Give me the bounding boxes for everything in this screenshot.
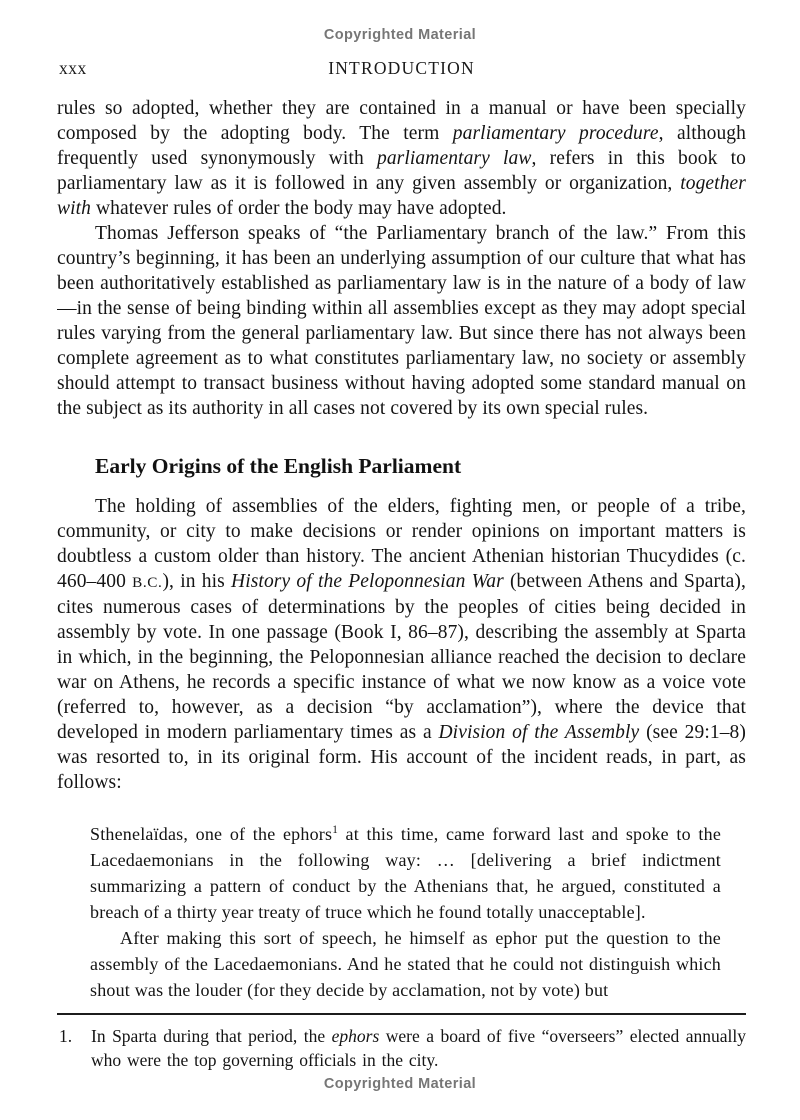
footnote [59,1024,746,1072]
page-number: xxx [59,58,87,78]
footnote-marker: 1. [59,1026,73,1046]
section-heading-early-origins: Early Origins of the English Parliament [95,454,462,478]
text-segment: , refers in this book to parliamentary law as it is followed in any given assembly or organization, [57,148,746,194]
copyright-notice-top: Copyrighted Material [323,27,477,43]
running-head [57,58,746,80]
blockquote-thucydides [90,821,721,1003]
italic-term-parliamentary-law: parliamentary law [376,148,532,169]
italic-title-peloponnesian-war: History of the Peloponnesian War [231,571,504,592]
italic-term-together-with: together with [57,173,746,219]
text-segment: (between Athens and Sparta), cites numerous cases of determinations by the peoples of cities being decided in assembly by vote. In one passage (Book I, 86–87), describing the assembly at Sparta in which, in the beginning, the Peloponnesian alliance reached the decision to declare war on Athens, he records a specific instance of what we now know as a voice vote (referred to, however, as a decision “by acclamation”), where the device that developed in modern parliamentary times as a [57,571,746,743]
main-text-column [57,96,746,1012]
paragraph-early-origins [57,494,746,795]
small-caps-bc: B.C. [132,574,163,591]
text-segment: were a board of five “overseers” elected annually who were the top governing officials in the city. [91,1026,746,1070]
italic-term-parliamentary-procedure: parliamentary procedure [452,123,659,144]
text-segment: at this time, came forward last and spoke to the Lacedaemonians in the following way: … [delivering a brief indictment summarizing a pattern of conduct by the Athenians that, he argued, constituted a breach of a thirty year treaty of truce which he found totally unacceptable]. [90,824,722,922]
footnote-reference-1: 1 [332,824,338,836]
paragraph-rules-adopted [57,96,746,221]
running-head-title: INTRODUCTION [328,58,475,78]
italic-term-division-of-the-assembly: Division of the Assembly [438,722,640,743]
quote-paragraph-1 [90,821,721,925]
copyright-notice-bottom: Copyrighted Material [323,1076,477,1092]
text-segment: Thomas Jefferson speaks of “the Parliamentary branch of the law.” From this country’s beginning, it has been an underlying assumption of our culture that what has been authoritatively established as parliamentary law is in the nature of a body of law—in the sense of being binding within all assemblies except as they may adopt special rules varying from the general parliamentary law. But since there has not always been complete agreement as to what constitutes parliamentary law, no society or assembly should attempt to transact business without having adopted some standard manual on the subject as its authority in all cases not covered by its own special rules. [57,223,746,419]
text-segment: In Sparta during that period, the [91,1026,332,1046]
text-segment: After making this sort of speech, he himself as ephor put the question to the assembly of the Lacedaemonians. And he stated that he could not distinguish which shout was the louder (for they decide by acclamation, not by vote) but [90,928,721,1000]
footnote-text [91,1024,746,1072]
italic-term-ephors: ephors [331,1026,380,1046]
paragraph-jefferson [57,221,746,421]
text-segment: whatever rules of order the body may have adopted. [91,198,507,219]
text-segment: Sthenelaïdas, one of the ephors [90,824,333,844]
text-segment: ), in his [162,571,232,592]
text-segment: , although frequently used synonymously with [57,123,746,169]
text-segment: The holding of assemblies of the elders, fighting men, or people of a tribe, community, or city to make decisions or render opinions on important matters is doubtless a custom older than history. The ancient Athenian historian Thucydides (c. 460–400 [57,496,746,592]
quote-paragraph-2 [90,925,721,1003]
text-segment: rules so adopted, whether they are contained in a manual or have been specially composed by the adopting body. The term [57,98,746,144]
footnote-rule [57,1013,746,1015]
text-segment: (see 29:1–8) was resorted to, in its original form. His account of the incident reads, in part, as follows: [57,722,746,793]
